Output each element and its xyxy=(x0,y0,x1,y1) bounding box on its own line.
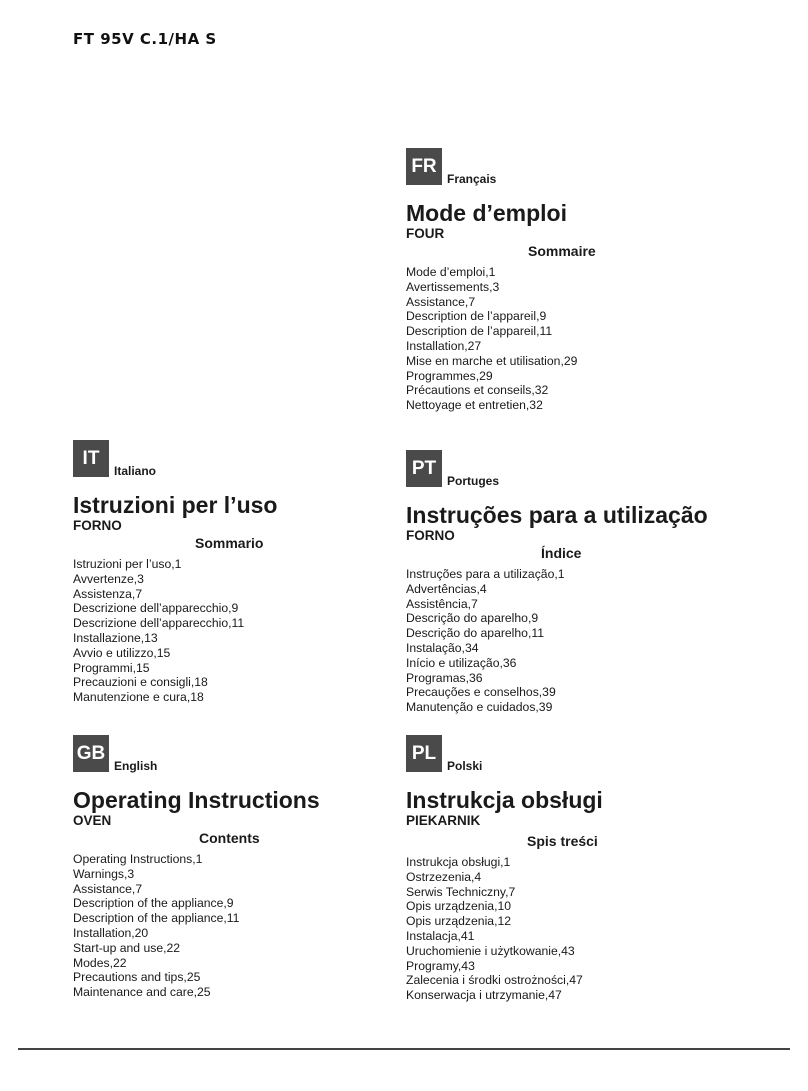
toc-entry: Assistência,7 xyxy=(406,596,478,611)
toc-entry: Descrição do aparelho,9 xyxy=(406,611,539,626)
toc-entry: Mise en marche et utilisation,29 xyxy=(406,353,578,368)
language-code-badge: GB xyxy=(73,735,109,772)
toc-entry: Ostrzezenia,4 xyxy=(406,869,482,884)
table-of-contents xyxy=(406,855,746,1003)
toc-entry: Opis urządzenia,10 xyxy=(406,899,512,914)
manual-title: Istruzioni per l’uso xyxy=(73,492,278,518)
section-portuguese xyxy=(406,450,746,715)
toc-entry: Avertissements,3 xyxy=(406,279,500,294)
toc-entry: Mode d’emploi,1 xyxy=(406,265,496,279)
toc-entry: Description de l’appareil,11 xyxy=(406,324,553,339)
toc-entry: Programy,43 xyxy=(406,958,475,973)
toc-entry: Nettoyage et entretien,32 xyxy=(406,398,543,413)
language-code-badge: IT xyxy=(73,440,109,477)
toc-entry: Modes,22 xyxy=(73,955,127,970)
toc-entry: Descrizione dell’apparecchio,9 xyxy=(73,601,239,616)
toc-entry: Instrukcja obsługi,1 xyxy=(406,855,511,869)
language-name: Français xyxy=(447,172,497,186)
appliance-name: OVEN xyxy=(73,813,112,828)
toc-entry: Avvio e utilizzo,15 xyxy=(73,645,171,660)
toc-entry: Início e utilização,36 xyxy=(406,655,517,670)
toc-entry: Konserwacja i utrzymanie,47 xyxy=(406,988,562,1003)
toc-entry: Description of the appliance,9 xyxy=(73,896,234,911)
toc-entry: Assistance,7 xyxy=(73,881,143,896)
toc-entry: Uruchomienie i użytkowanie,43 xyxy=(406,943,575,958)
toc-entry: Programmes,29 xyxy=(406,368,493,383)
toc-entry: Programmi,15 xyxy=(73,660,150,675)
toc-heading: Sommario xyxy=(195,535,264,551)
appliance-name: FORNO xyxy=(73,518,122,533)
toc-entry: Instalacja,41 xyxy=(406,928,475,943)
appliance-name: FOUR xyxy=(406,226,445,241)
language-code-badge: FR xyxy=(406,148,442,185)
toc-heading: Índice xyxy=(541,545,582,561)
language-code-badge: PT xyxy=(406,450,442,487)
manual-title: Operating Instructions xyxy=(73,787,320,813)
section-italian xyxy=(73,440,413,705)
language-name: Italiano xyxy=(114,464,157,478)
manual-title: Mode d’emploi xyxy=(406,200,567,226)
toc-entry: Programas,36 xyxy=(406,670,483,685)
model-number: FT 95V C.1/HA S xyxy=(73,30,217,48)
toc-entry: Assistenza,7 xyxy=(73,586,143,601)
toc-entry: Instalação,34 xyxy=(406,640,479,655)
toc-entry: Descrizione dell’apparecchio,11 xyxy=(73,616,245,631)
appliance-name: PIEKARNIK xyxy=(406,813,481,828)
language-name: Portuges xyxy=(447,474,500,488)
language-header xyxy=(73,735,413,772)
toc-entry: Zalecenia i środki ostrożności,47 xyxy=(406,973,583,988)
toc-entry: Descrição do aparelho,11 xyxy=(406,626,544,641)
toc-heading: Sommaire xyxy=(528,243,596,259)
toc-entry: Installation,20 xyxy=(73,925,149,940)
toc-entry: Description de l’appareil,9 xyxy=(406,309,547,324)
manual-title: Instruções para a utilização xyxy=(406,502,708,528)
toc-entry: Precauções e conselhos,39 xyxy=(406,685,556,700)
toc-entry: Precauzioni e consigli,18 xyxy=(73,675,208,690)
language-header xyxy=(406,735,746,772)
toc-entry: Precautions and tips,25 xyxy=(73,970,201,985)
toc-heading: Contents xyxy=(199,830,260,846)
section-polish xyxy=(406,735,746,1003)
toc-entry: Avvertenze,3 xyxy=(73,571,144,586)
section-french xyxy=(406,148,746,413)
toc-entry: Warnings,3 xyxy=(73,866,135,881)
toc-entry: Start-up and use,22 xyxy=(73,940,181,955)
table-of-contents xyxy=(73,852,413,1000)
table-of-contents xyxy=(73,557,413,705)
toc-entry: Manutenzione e cura,18 xyxy=(73,690,204,705)
toc-entry: Serwis Techniczny,7 xyxy=(406,884,516,899)
toc-entry: Installazione,13 xyxy=(73,630,158,645)
language-header xyxy=(73,440,413,477)
footer-divider xyxy=(18,1048,790,1050)
toc-entry: Operating Instructions,1 xyxy=(73,852,203,866)
toc-entry: Maintenance and care,25 xyxy=(73,985,211,1000)
toc-entry: Installation,27 xyxy=(406,338,482,353)
toc-entry: Assistance,7 xyxy=(406,294,476,309)
language-header xyxy=(406,450,746,487)
toc-heading: Spis treści xyxy=(527,833,598,849)
language-name: Polski xyxy=(447,759,483,773)
toc-entry: Description of the appliance,11 xyxy=(73,911,240,926)
toc-entry: Instruções para a utilização,1 xyxy=(406,567,565,581)
toc-entry: Précautions et conseils,32 xyxy=(406,383,549,398)
appliance-name: FORNO xyxy=(406,528,455,543)
language-name: English xyxy=(114,759,158,773)
table-of-contents xyxy=(406,265,746,413)
toc-entry: Advertências,4 xyxy=(406,581,487,596)
toc-entry: Istruzioni per l’uso,1 xyxy=(73,557,182,571)
toc-entry: Opis urządzenia,12 xyxy=(406,914,512,929)
manual-title: Instrukcja obsługi xyxy=(406,787,603,813)
language-header xyxy=(406,148,746,185)
language-code-badge: PL xyxy=(406,735,442,772)
section-english xyxy=(73,735,413,1000)
table-of-contents xyxy=(406,567,746,715)
toc-entry: Manutenção e cuidados,39 xyxy=(406,700,553,715)
